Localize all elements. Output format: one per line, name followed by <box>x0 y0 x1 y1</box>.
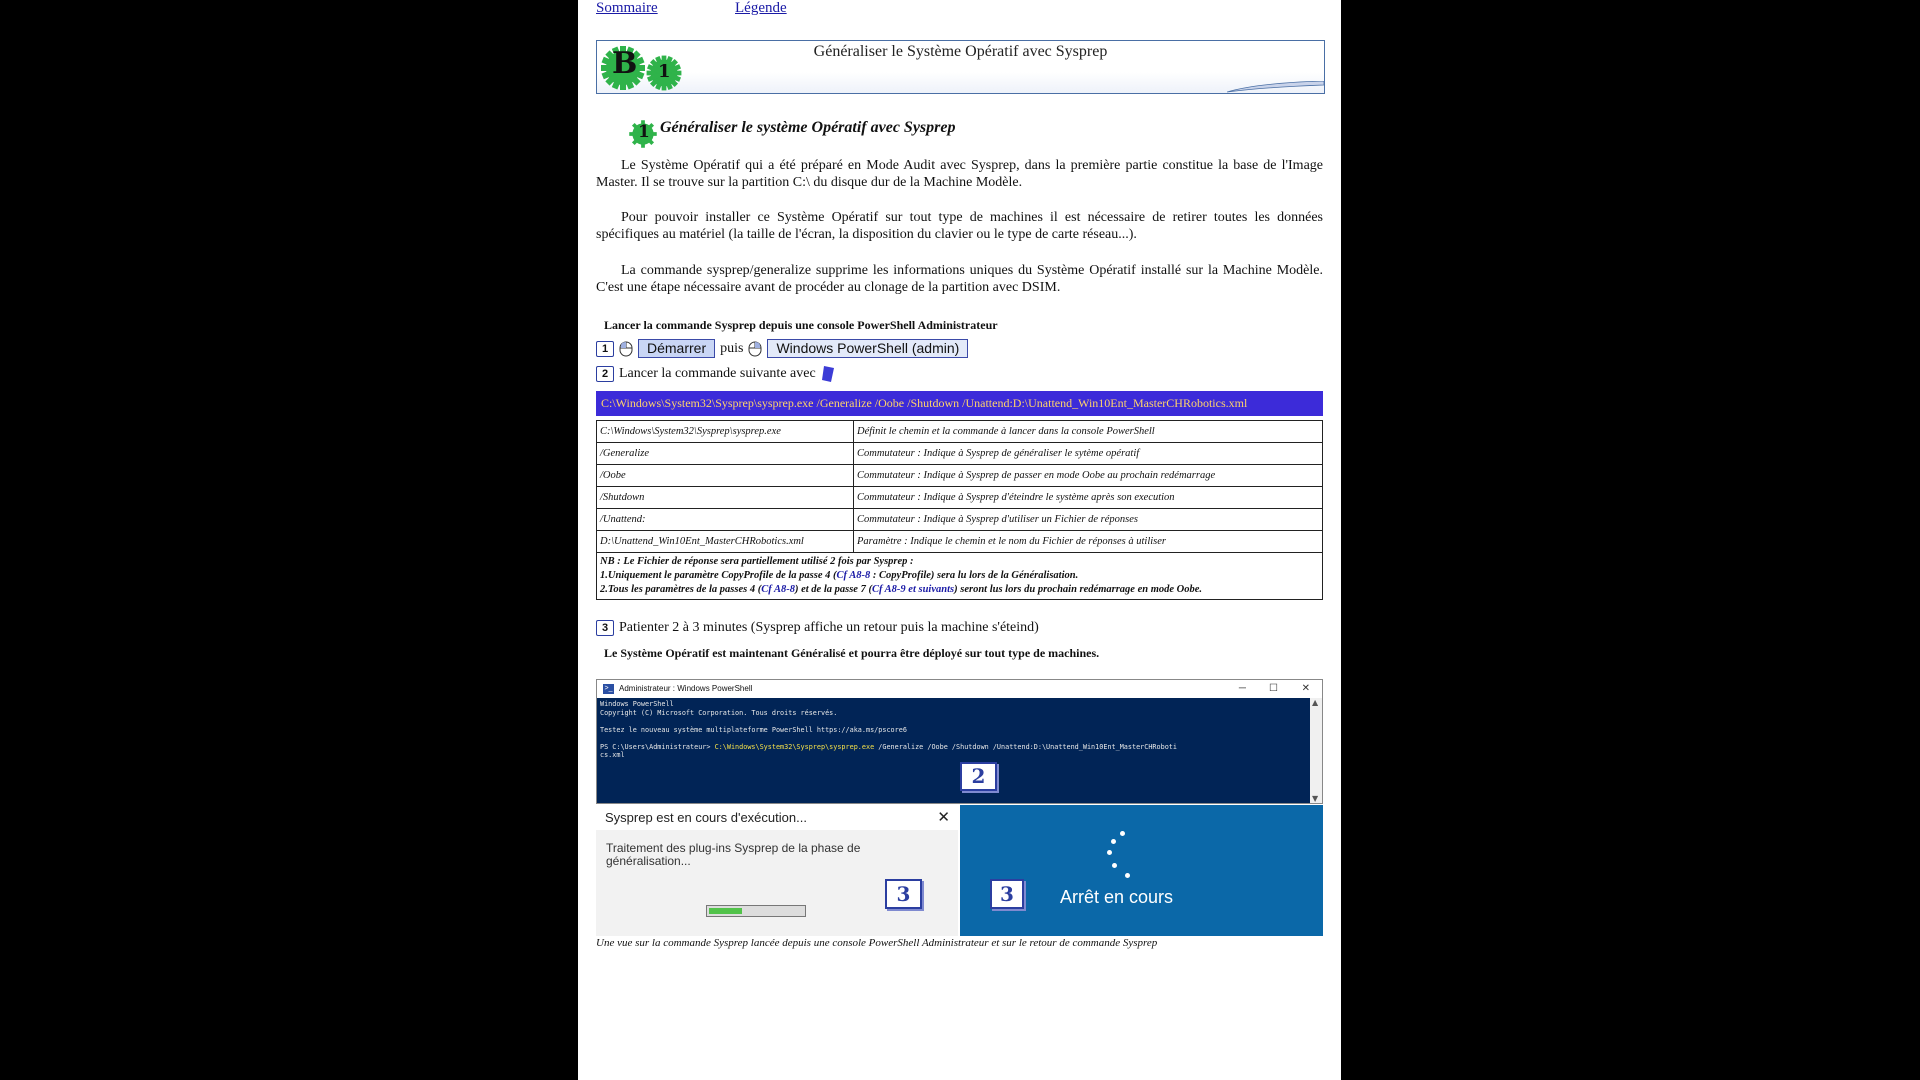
scroll-down-icon[interactable]: ▼ <box>1312 794 1319 803</box>
cf-a8-9-link[interactable]: Cf A8-9 et suivants <box>871 584 955 595</box>
step-3-text: Patienter 2 à 3 minutes (Sysprep affiche un retour puis la machine s'éteind) <box>619 620 1039 635</box>
step-2-row <box>596 365 835 383</box>
step-3-number: 3 <box>596 620 614 636</box>
scroll-up-icon[interactable]: ▲ <box>1312 698 1319 707</box>
document-page <box>578 0 1341 1080</box>
close-icon[interactable]: ✕ <box>937 809 950 826</box>
console-line: Copyright (C) Microsoft Corporation. Tous droits réservés. <box>600 708 838 717</box>
nb-row <box>597 553 1323 600</box>
conclusion-text: Le Système Opératif est maintenant Généralisé et pourra être déployé sur tout type de machines. <box>604 646 1100 660</box>
param-desc: Commutateur : Indique à Sysprep d'éteindre le système après son execution <box>854 487 1323 509</box>
nb-note <box>597 553 1323 600</box>
param-name: /Unattend: <box>597 509 854 531</box>
badge-letter: B <box>612 46 638 81</box>
sysprep-dialog-message: Traitement des plug-ins Sysprep de la phase de généralisation... <box>606 841 861 868</box>
maximize-icon[interactable]: ☐ <box>1269 683 1278 694</box>
callout-3-dialog: 3 <box>885 879 922 909</box>
sysprep-dialog-header <box>596 805 958 830</box>
console-line: Windows PowerShell <box>600 700 674 708</box>
sysprep-dialog-title: Sysprep est en cours d'exécution... <box>605 810 807 825</box>
powershell-scrollbar[interactable] <box>1310 698 1322 803</box>
nb-line-1: NB : Le Fichier de réponse sera partiellement utilisé 2 fois par Sysprep : <box>600 556 914 567</box>
keyboard-key-icon <box>821 365 835 383</box>
cf-a8-8-link-2[interactable]: Cf A8-8 <box>761 584 795 595</box>
banner-title: Généraliser le Système Opératif avec Sysprep <box>813 43 1108 60</box>
console-line: cs.xml <box>600 751 625 759</box>
table-row <box>597 531 1323 553</box>
table-row <box>597 443 1323 465</box>
table-row <box>597 421 1323 443</box>
badge-number: 1 <box>658 61 671 82</box>
shutdown-message: Arrêt en cours <box>1060 887 1174 907</box>
step-1-number: 1 <box>596 341 614 357</box>
param-desc: Commutateur : Indique à Sysprep d'utiliser un Fichier de réponses <box>854 509 1323 531</box>
param-name: /Shutdown <box>597 487 854 509</box>
param-name: D:\Unattend_Win10Ent_MasterCHRobotics.xml <box>597 531 854 553</box>
powershell-icon: >_ <box>604 685 613 692</box>
console-command-line: PS C:\Users\Administrateur> C:\Windows\System32\Sysprep\sysprep.exe /Generalize /Oobe /Shutdown /Unattend:D:\Unattend_Win10Ent_MasterCHRoboti <box>600 742 1177 751</box>
chapter-banner <box>596 40 1325 94</box>
section-number: 1 <box>638 122 650 142</box>
progress-fill <box>709 908 742 914</box>
powershell-window <box>596 679 1323 804</box>
section-title: Généraliser le système Opératif avec Sysprep <box>660 119 956 136</box>
param-desc: Définit le chemin et la commande à lancer dans la console PowerShell <box>854 421 1323 443</box>
minimize-icon[interactable]: ─ <box>1238 683 1246 694</box>
powershell-titlebar <box>597 680 1322 698</box>
paragraph-1: Le Système Opératif qui a été préparé en Mode Audit avec Sysprep, dans la première partie constitue la base de l'Image Master. Il se trouve sur la partition C:\ du disque dur de la Machine Modèle. <box>596 158 1323 190</box>
table-row <box>597 509 1323 531</box>
cf-a8-8-link[interactable]: Cf A8-8 <box>836 570 871 581</box>
shutdown-screen <box>960 805 1323 936</box>
param-name: C:\Windows\System32\Sysprep\sysprep.exe <box>597 421 854 443</box>
progress-bar <box>706 905 806 917</box>
legende-link[interactable]: Légende <box>735 0 787 16</box>
step-2-number: 2 <box>596 366 614 382</box>
figure-caption: Une vue sur la commande Sysprep lancée depuis une console PowerShell Administrateur et sur le retour de commande Sysprep <box>596 937 1158 949</box>
step-2-text: Lancer la commande suivante avec <box>619 366 816 381</box>
page-curl-icon <box>1227 81 1324 93</box>
param-name: /Oobe <box>597 465 854 487</box>
close-icon[interactable]: ✕ <box>1301 683 1310 694</box>
console-blank <box>600 734 1319 743</box>
console-blank <box>600 717 1319 726</box>
param-desc: Commutateur : Indique à Sysprep de passer en mode Oobe au prochain redémarrage <box>854 465 1323 487</box>
callout-3-shutdown: 3 <box>990 879 1024 909</box>
nb-line-2: 1.Uniquement le paramètre CopyProfile de la passe 4 (Cf A8-8 : CopyProfile) sera lu lors de la Généralisation. <box>600 570 1079 581</box>
step-1-row <box>596 339 968 358</box>
param-desc: Commutateur : Indique à Sysprep de généraliser le sytème opératif <box>854 443 1323 465</box>
powershell-title: Administrateur : Windows PowerShell <box>619 684 753 693</box>
command-line: C:\Windows\System32\Sysprep\sysprep.exe /Generalize /Oobe /Shutdown /Unattend:D:\Unattend_Win10Ent_MasterCHRobotics.xml <box>596 391 1323 416</box>
sommaire-link[interactable]: Sommaire <box>596 0 658 16</box>
mouse-left-click-icon <box>619 341 633 357</box>
param-name: /Generalize <box>597 443 854 465</box>
step-3-row <box>596 620 1039 636</box>
paragraph-3: La commande sysprep/generalize supprime les informations uniques du Système Opératif installé sur la Machine Modèle. C'est une étape nécessaire avant de procéder au clonage de la partition avec DSIM. <box>596 263 1323 295</box>
console-line: Testez le nouveau système multiplateforme PowerShell https://aka.ms/pscore6 <box>600 725 907 734</box>
parameters-table <box>596 420 1323 600</box>
table-row <box>597 487 1323 509</box>
mouse-right-click-icon <box>748 341 762 357</box>
param-desc: Paramètre : Indique le chemin et le nom du Fichier de réponses à utiliser <box>854 531 1323 553</box>
callout-2: 2 <box>960 762 997 791</box>
nb-line-3: 2.Tous les paramètres de la passes 4 (Cf A8-8) et de la passe 7 (Cf A8-9 et suivants) seront lus lors du prochain redémarrage en mode Oobe. <box>600 584 1203 595</box>
powershell-admin-button[interactable]: Windows PowerShell (admin) <box>767 339 968 358</box>
intro-instruction: Lancer la commande Sysprep depuis une console PowerShell Administrateur <box>604 318 998 332</box>
powershell-console[interactable] <box>597 698 1322 762</box>
start-button[interactable]: Démarrer <box>638 339 715 358</box>
paragraph-2: Pour pouvoir installer ce Système Opératif sur tout type de machines il est nécessaire de retirer toutes les données spécifiques au matériel (la taille de l'écran, la disposition du clavier ou le type de carte réseau...). <box>596 210 1323 242</box>
step-1-connector: puis <box>720 340 744 356</box>
sysprep-dialog <box>596 805 958 936</box>
table-row <box>597 465 1323 487</box>
